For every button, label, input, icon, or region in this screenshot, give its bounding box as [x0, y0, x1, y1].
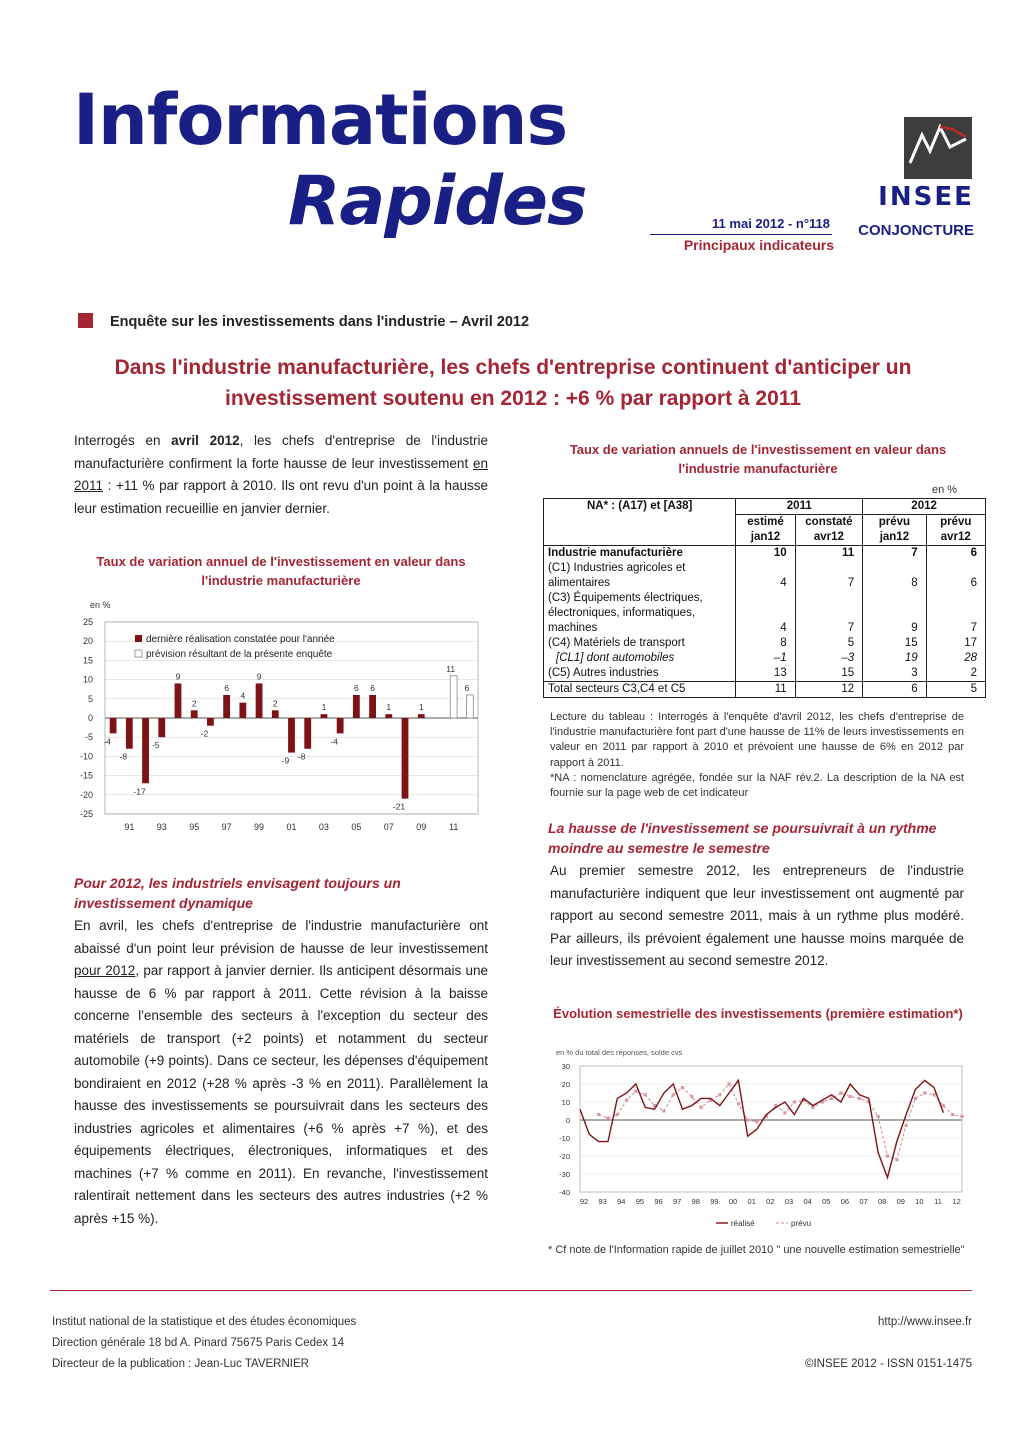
issue-number: 11 mai 2012 - n°118 [712, 216, 830, 231]
chart1-legend-forecast-swatch [135, 650, 142, 657]
table-header-2012: 2012 [863, 499, 986, 515]
chart1-data-label: 6 [224, 682, 229, 693]
chart2-x-tick-label: 04 [803, 1197, 812, 1206]
chart1-data-label: 6 [354, 682, 359, 693]
insee-logo-icon [904, 117, 972, 179]
chart2-x-tick-label: 99 [710, 1197, 719, 1206]
chart1-x-tick-label: 11 [449, 822, 459, 832]
chart1-y-tick-label: -25 [79, 809, 93, 819]
chart2-point-forecast [700, 1106, 703, 1109]
chart2-x-tick-label: 97 [672, 1197, 682, 1206]
footer-copyright: ©INSEE 2012 - ISSN 0151-1475 [804, 1358, 972, 1370]
table-row [544, 666, 986, 682]
footer-right [760, 1312, 972, 1375]
table-row-label: (C5) Autres industries [544, 666, 736, 682]
chart1-y-tick-label: -20 [79, 789, 93, 800]
chart1-bar-realized [402, 718, 409, 799]
table-row [544, 591, 986, 636]
chart1-y-tick-label: 25 [82, 617, 93, 627]
chart2-y-tick-label: -30 [559, 1170, 570, 1179]
chart2-x-tick-label: 09 [896, 1197, 905, 1206]
chart1-x-tick-label: 93 [156, 822, 167, 832]
chart1-data-label: 1 [321, 702, 327, 713]
chart1-bar-realized [223, 695, 230, 718]
chart1-data-label: -4 [103, 736, 111, 747]
chart2-point-forecast [914, 1097, 917, 1100]
table-cell: 9 [863, 591, 926, 636]
chart2-point-forecast [616, 1113, 619, 1116]
chart2-point-forecast [606, 1117, 609, 1120]
chart1-title: Taux de variation annuel de l'investissement en valeur dans l'industrie manufacturière [96, 554, 466, 588]
chart1-bar-realized [369, 695, 376, 718]
chart1-data-label: 11 [446, 663, 456, 674]
table-cell: 2 [926, 666, 985, 682]
table-cell: 28 [926, 651, 985, 666]
chart1-bar-realized [353, 695, 360, 718]
chart2-x-tick-label: 06 [840, 1197, 850, 1206]
chart1-bar-forecast [466, 695, 473, 718]
chart1-data-label: 1 [418, 702, 424, 713]
chart1-data-label: 9 [256, 671, 262, 682]
conjoncture-label: CONJONCTURE [858, 222, 974, 239]
table-row-label: (C1) Industries agricoles et alimentaires [544, 561, 736, 591]
chart1-x-tick-label: 03 [318, 822, 329, 832]
table-cell: 15 [863, 636, 926, 651]
table-subheader: prévu avr12 [926, 515, 985, 546]
footer-url-link[interactable]: http://www.insee.fr [878, 1316, 972, 1328]
chart1-bar-realized [288, 718, 295, 753]
chart1-x-tick-label: 97 [221, 822, 232, 832]
chart2-point-forecast [718, 1093, 721, 1096]
chart1-y-tick-label: -15 [79, 770, 93, 781]
chart2-x-tick-label: 01 [747, 1197, 756, 1206]
chart1-bar-realized [142, 718, 149, 783]
table-cell: 4 [736, 591, 795, 636]
table-subheader: constaté avr12 [795, 515, 863, 546]
chart1-data-label: -17 [133, 786, 146, 797]
table-cell: 5 [795, 636, 863, 651]
table-row [544, 636, 986, 651]
table-row-label: (C3) Équipements électriques, électroniques, informatiques, machines [544, 591, 736, 636]
chart2-y-tick-label: 0 [565, 1116, 570, 1125]
table-reading-note: Lecture du tableau : Interrogés à l'enquête d'avril 2012, les chefs d'entreprise de l'industrie manufacturière font part d'une hausse de 11% de leurs investissements en valeur en 2011 par rapport à 2010 et prévoient une hausse de 6% en 2012 par rapport à 2011. [550, 711, 964, 769]
chart2-footnote: * Cf note de l'Information rapide de juillet 2010 " une nouvelle estimation semestrielle" [548, 1244, 965, 1256]
table-cell: 8 [736, 636, 795, 651]
chart2-y-tick-label: 20 [561, 1080, 570, 1089]
chart1-legend-realized-label: dernière réalisation constatée pour l'année [146, 634, 335, 645]
chart1-x-tick-label: 09 [416, 822, 427, 832]
chart2-point-forecast [849, 1095, 852, 1098]
chart2-point-forecast [681, 1086, 684, 1089]
table-cell: 15 [795, 666, 863, 682]
table-row-label: Industrie manufacturière [544, 546, 736, 562]
section1-paragraph: En avril, les chefs d'entreprise de l'industrie manufacturière ont abaissé d'un point leur prévision de hausse de leur investissement pour 2012, par rapport à janvier dernier. Ils anticipent désormais une hausse de 6 % par rapport à 2011. Cette révision à la baisse concerne l'ensemble des secteurs à l'exception du secteur des matériels de transport (+2 points) et notamment du secteur automobile (+9 points). Dans ce secteur, les dépenses d'équipement bondiraient en 2012 (+28 % après -3 % en 2011). Parallèlement la hausse des investissements se poursuivrait dans les secteurs des industries agricoles et alimentaires (+6 % après +7 %), et des équipements électriques, électroniques, informatiques et des machines (+7 % comme en 2011). En revanche, l'investissement ralentirait nettement dans les secteurs des autres industries (+2 % après +15 %). [74, 918, 488, 1226]
table-cell: 8 [863, 561, 926, 591]
chart1-legend-realized-swatch [135, 635, 142, 642]
table-cell: 6 [863, 682, 926, 698]
chart1-bar-realized [385, 714, 392, 718]
chart2-y-tick-label: 10 [561, 1098, 570, 1107]
masthead-title-line1: Informations [73, 79, 568, 161]
table-header-na: NA* : (A17) et [A38] [544, 499, 736, 546]
table-cell: 3 [863, 666, 926, 682]
chart2-y-tick-label: -10 [559, 1134, 570, 1143]
chart1-data-label: 9 [175, 671, 181, 682]
chart2-x-tick-label: 92 [579, 1197, 589, 1206]
masthead-rule [650, 234, 832, 235]
chart1-data-label: -21 [392, 801, 406, 812]
insee-brand: INSEE [878, 182, 974, 212]
investment-table [543, 498, 986, 698]
section2-title: La hausse de l'investissement se poursuivrait à un rythme moindre au semestre le semestre [548, 820, 937, 856]
chart2-point-forecast [895, 1158, 898, 1161]
chart1-data-label: -4 [330, 736, 338, 747]
chart1-x-tick-label: 05 [351, 822, 362, 832]
table-na-note: *NA : nomenclature agrégée, fondée sur la NAF rév.2. La description de la NA est fournie sur la page web de cet indicateur [550, 771, 964, 800]
chart2-x-tick-label: 00 [728, 1197, 738, 1206]
table-row [544, 561, 986, 591]
table-row-label: (C4) Matériels de transport [544, 636, 736, 651]
chart2-point-forecast [960, 1115, 963, 1118]
chart2-point-forecast [625, 1099, 628, 1102]
chart1-x-tick-label: 07 [383, 822, 394, 832]
chart1-y-tick-label: 5 [87, 693, 93, 704]
section1-title: Pour 2012, les industriels envisagent toujours un investissement dynamique [74, 875, 401, 911]
chart2-point-forecast [644, 1093, 647, 1096]
table-notes [550, 710, 964, 801]
annual-investment-bar-chart [60, 596, 490, 836]
chart2-y-tick-label: -20 [559, 1152, 570, 1161]
table-cell: 4 [736, 561, 795, 591]
chart2-x-tick-label: 95 [635, 1197, 645, 1206]
footer-left [52, 1312, 356, 1375]
chart2-x-tick-label: 12 [952, 1197, 961, 1206]
table-cell: 6 [926, 561, 985, 591]
chart1-legend-forecast-label: prévision résultant de la présente enquête [146, 649, 333, 660]
chart1-y-tick-label: 0 [87, 713, 93, 723]
chart2-point-forecast [904, 1124, 907, 1127]
chart1-data-label: 4 [240, 690, 246, 701]
chart1-data-label: 6 [464, 682, 470, 693]
table-row [544, 651, 986, 666]
table-row [544, 682, 986, 698]
headline: Dans l'industrie manufacturière, les chefs d'entreprise continuent d'anticiper un investissement soutenu en 2012 : +6 % par rapport à 2011 [114, 356, 912, 410]
chart1-data-label: -8 [119, 751, 128, 762]
table-row-label: Total secteurs C3,C4 et C5 [544, 682, 736, 698]
chart2-line-realized [580, 1080, 943, 1177]
table-cell: 7 [863, 546, 926, 562]
chart2-x-tick-label: 93 [598, 1197, 607, 1206]
chart2-legend-realized-label: réalisé [731, 1219, 755, 1228]
chart1-y-tick-label: 10 [82, 674, 93, 685]
chart2-point-forecast [755, 1120, 758, 1123]
chart1-y-tick-label: -5 [84, 732, 93, 743]
chart2-x-tick-label: 07 [859, 1197, 868, 1206]
table-cell: 6 [926, 546, 985, 562]
chart2-point-forecast [672, 1093, 675, 1096]
chart2-x-tick-label: 98 [691, 1197, 700, 1206]
chart2-x-tick-label: 08 [877, 1197, 887, 1206]
chart1-bar-realized [239, 703, 246, 718]
chart1-data-label: 2 [191, 698, 197, 709]
chart2-point-forecast [951, 1113, 954, 1116]
table-cell: 17 [926, 636, 985, 651]
chart1-bar-realized [110, 718, 117, 733]
masthead-title-line2: Rapides [288, 162, 587, 241]
chart2-x-tick-label: 03 [784, 1197, 794, 1206]
table-cell: 19 [863, 651, 926, 666]
chart1-bar-forecast [450, 676, 457, 718]
chart2-point-forecast [662, 1109, 665, 1112]
chart2-point-forecast [886, 1154, 889, 1157]
chart1-x-tick-label: 01 [286, 822, 297, 832]
chart1-data-label: 2 [272, 698, 278, 709]
chart1-data-label: -2 [200, 728, 209, 739]
chart1-bar-realized [418, 714, 425, 718]
table-cell: 7 [926, 591, 985, 636]
chart2-point-forecast [877, 1115, 880, 1118]
table-cell: 11 [795, 546, 863, 562]
chart1-x-tick-label: 91 [124, 822, 135, 832]
chart2-x-tick-label: 10 [915, 1197, 924, 1206]
chart1-y-tick-label: 20 [82, 636, 93, 647]
chart2-point-forecast [690, 1095, 693, 1098]
chart2-line-forecast [599, 1084, 962, 1160]
chart2-x-tick-label: 02 [766, 1197, 775, 1206]
table-cell: 7 [795, 591, 863, 636]
table-cell: –3 [795, 651, 863, 666]
chart1-data-label: 6 [370, 682, 375, 693]
table-subheader: estimé jan12 [736, 515, 795, 546]
chart1-bar-realized [191, 710, 198, 718]
chart1-bar-realized [321, 714, 328, 718]
chart2-point-forecast [746, 1118, 749, 1121]
table-cell: 12 [795, 682, 863, 698]
chart2-x-tick-label: 96 [654, 1197, 663, 1206]
chart2-point-forecast [942, 1104, 945, 1107]
chart2-y-tick-label: -40 [559, 1188, 570, 1197]
table-cell: 5 [926, 682, 985, 698]
table-row [544, 546, 986, 562]
chart1-bar-realized [175, 683, 182, 718]
table-cell: –1 [736, 651, 795, 666]
chart1-data-label: -9 [281, 755, 290, 766]
footer-director: Directeur de la publication : Jean-Luc TAVERNIER [52, 1358, 309, 1370]
chart2-x-tick-label: 05 [822, 1197, 831, 1206]
chart2-unit-label: en % du total des réponses, solde cvs [556, 1048, 683, 1057]
footer-rule [50, 1290, 972, 1291]
chart1-y-tick-label: -10 [79, 751, 93, 762]
semester-investment-line-chart [548, 1044, 972, 1234]
chart1-y-tick-label: 15 [82, 655, 93, 666]
chart1-bar-realized [158, 718, 165, 737]
chart2-point-forecast [737, 1102, 740, 1105]
chart1-bar-realized [126, 718, 133, 749]
chart2-point-forecast [932, 1093, 935, 1096]
chart1-bar-realized [207, 718, 214, 726]
chart2-point-forecast [597, 1113, 600, 1116]
table-subheader: prévu jan12 [863, 515, 926, 546]
chart1-data-label: -8 [297, 751, 306, 762]
chart2-point-forecast [830, 1097, 833, 1100]
chart2-point-forecast [858, 1097, 861, 1100]
chart1-data-label: 1 [386, 702, 392, 713]
chart1-bar-realized [337, 718, 344, 733]
section-label: Principaux indicateurs [683, 237, 834, 253]
table-cell: 13 [736, 666, 795, 682]
section2-paragraph: Au premier semestre 2012, les entrepreneurs de l'industrie manufacturière indiquent que leur investissement ont augmenté par rapport au second semestre 2011, mais à un rythme plus modéré. Par ailleurs, ils prévoient également une hausse moins marquée de leur investissement au second semestre 2012. [550, 863, 964, 968]
chart1-data-label: -5 [151, 740, 160, 751]
footer-address: Direction générale 18 bd A. Pinard 75675 Paris Cedex 14 [52, 1337, 345, 1349]
table-cell: 10 [736, 546, 795, 562]
table-cell: 7 [795, 561, 863, 591]
footer-institute: Institut national de la statistique et des études économiques [52, 1316, 357, 1328]
chart2-point-forecast [839, 1091, 842, 1094]
chart2-x-tick-label: 11 [934, 1197, 942, 1206]
table-title: Taux de variation annuels de l'investissement en valeur dans l'industrie manufacturière [569, 442, 947, 476]
survey-bullet-icon [78, 313, 93, 328]
chart2-title: Évolution semestrielle des investissements (première estimation*) [553, 1006, 963, 1021]
chart2-point-forecast [923, 1091, 926, 1094]
chart2-point-forecast [727, 1082, 730, 1085]
chart1-bar-realized [304, 718, 311, 749]
chart2-x-tick-label: 94 [617, 1197, 626, 1206]
survey-title: Enquête sur les investissements dans l'industrie – Avril 2012 [110, 314, 530, 330]
table-header-2011: 2011 [736, 499, 863, 515]
chart2-point-forecast [634, 1090, 637, 1093]
table-row-label: [CL1] dont automobiles [544, 651, 736, 666]
chart1-bar-realized [256, 683, 263, 718]
chart1-x-tick-label: 99 [254, 822, 265, 832]
intro-paragraph: Interrogés en avril 2012, les chefs d'entreprise de l'industrie manufacturière confirment la forte hausse de leur investissement en 2011 : +11 % par rapport à 2010. Ils ont revu d'un point à la hausse leur estimation recueillie en janvier dernier. [74, 433, 488, 516]
table-cell: 11 [736, 682, 795, 698]
chart2-point-forecast [793, 1100, 796, 1103]
chart1-unit-label: en % [90, 600, 111, 610]
chart2-legend-forecast-label: prévu [791, 1219, 812, 1228]
chart2-y-tick-label: 30 [561, 1062, 570, 1071]
chart1-x-tick-label: 95 [189, 822, 200, 832]
chart2-point-forecast [783, 1111, 786, 1114]
chart1-bar-realized [272, 710, 279, 718]
table-unit: en % [932, 484, 958, 496]
